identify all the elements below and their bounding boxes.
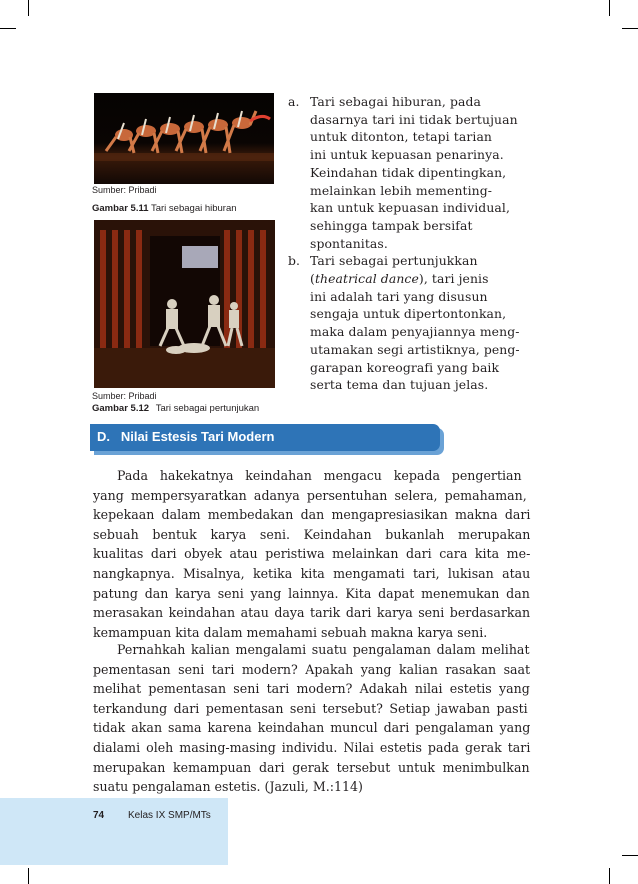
list-line: garapan koreografi yang baik [310, 359, 500, 375]
paragraph-2 [93, 640, 530, 797]
paragraph-line: dialami oleh masing-masing individu. Nilai estetis pada gerak tari [93, 739, 531, 755]
figure1-caption-text: Tari sebagai hiburan [150, 203, 237, 214]
crop-mark [0, 28, 16, 29]
crop-mark [28, 868, 29, 884]
list-line: kan untuk kepuasan individual, [310, 200, 510, 216]
dance-performance-photo [94, 220, 275, 388]
crop-mark [609, 868, 610, 884]
paragraph-line: pementasan seni tari modern? Apakah yang kalian rasakan saat [93, 661, 531, 677]
paragraph-line: merasakan keindahan atau daya tarik dari karya seni berdasarkan [93, 605, 531, 621]
list-marker: b. [288, 253, 301, 269]
list-line: maka dalam penyajiannya meng- [310, 324, 520, 340]
paragraph-line: kepekaan dalam membedakan dan mengapresiasikan makna dari [93, 507, 531, 523]
crop-mark [609, 0, 610, 16]
paragraph-line: kualitas dari obyek atau peristiwa melainkan dari cara kita me- [93, 546, 531, 562]
figure2-source: Sumber: Pribadi [92, 391, 157, 401]
paragraph-line: terkandung dari pementasan seni tersebut? Setiap jawaban pasti [93, 700, 528, 716]
list-line: melainkan lebih mementing- [310, 182, 493, 198]
paragraph-line: yang mempersyaratkan adanya persentuhan selera, pemahaman, [93, 487, 527, 503]
figure2-caption-text: Tari sebagai pertunjukan [155, 403, 260, 414]
list-item-a [288, 93, 538, 252]
list-line-theatrical [310, 270, 538, 288]
list-line: utamakan segi artistiknya, peng- [310, 341, 520, 357]
footer-panel [0, 798, 228, 865]
list-line: sehingga tampak bersifat [310, 217, 473, 233]
page-number: 74 [93, 810, 105, 821]
crop-mark [622, 855, 638, 856]
figure2-caption [92, 403, 259, 414]
dance-entertainment-photo [94, 93, 274, 184]
list-line: ini untuk kepuasan penarinya. [310, 147, 504, 163]
paragraph-line: sebuah bentuk karya seni. Keindahan bukanlah merupakan [93, 526, 531, 542]
figure2-label: Gambar 5.12 [92, 403, 150, 414]
paragraph-line: suatu pengalaman estetis. (Jazuli, M.:114) [93, 779, 363, 795]
paragraph-line: kemampuan kita dalam memahami sebuah makna karya seni. [93, 624, 488, 640]
open-paren: ( [310, 271, 315, 287]
book-title: Kelas IX SMP/MTs [128, 810, 211, 821]
list-line: sengaja untuk dipertontonkan, [310, 306, 507, 322]
paragraph-line: Pernahkah kalian mengalami suatu pengalaman dalam melihat [117, 642, 530, 657]
figure1-label: Gambar 5.11 [92, 203, 149, 214]
paragraph-line: Pada hakekatnya keindahan mengacu kepada pengertian [117, 468, 522, 483]
stage-illustration [94, 220, 275, 388]
paragraph-line: nangkapnya. Misalnya, ketika kita mengamati tari, lukisan atau [93, 565, 531, 581]
figure1-caption [92, 203, 237, 214]
crop-mark [622, 28, 638, 29]
section-heading-text: D. Nilai Estesis Tari Modern [97, 429, 275, 444]
list-line: ini adalah tari yang disusun [310, 288, 488, 304]
list-item-b [288, 252, 538, 394]
list-line-rest: ), tari jenis [418, 271, 489, 287]
list-marker: a. [288, 94, 300, 109]
list-line: serta tema dan tujuan jelas. [310, 377, 489, 393]
list-line: dasarnya tari ini tidak bertujuan [310, 111, 518, 127]
dancers-illustration [94, 93, 274, 184]
list-line: Tari sebagai pertunjukkan [310, 253, 478, 269]
list-line: spontanitas. [310, 235, 388, 251]
list-line: Keindahan tidak dipentingkan, [310, 164, 507, 180]
paragraph-1 [93, 466, 530, 642]
paragraph-line: merupakan kemampuan dari gerak tersebut untuk menimbulkan [93, 759, 530, 775]
paragraph-line: patung dan karya seni yang lainnya. Kita dapat menemukan dan [93, 585, 530, 601]
crop-mark [28, 0, 29, 16]
paragraph-line: tidak akan sama karena keindahan muncul dari pengalaman yang [93, 720, 531, 736]
theatrical-dance-term: theatrical dance [314, 271, 419, 287]
list-line: untuk ditonton, tetapi tarian [310, 129, 493, 145]
dance-type-list [288, 93, 538, 394]
figure1-source: Sumber: Pribadi [92, 185, 157, 195]
list-line: Tari sebagai hiburan, pada [310, 94, 482, 109]
section-heading [90, 424, 440, 451]
paragraph-line: melihat pementasan seni tari modern? Adakah nilai estetis yang [93, 681, 530, 697]
